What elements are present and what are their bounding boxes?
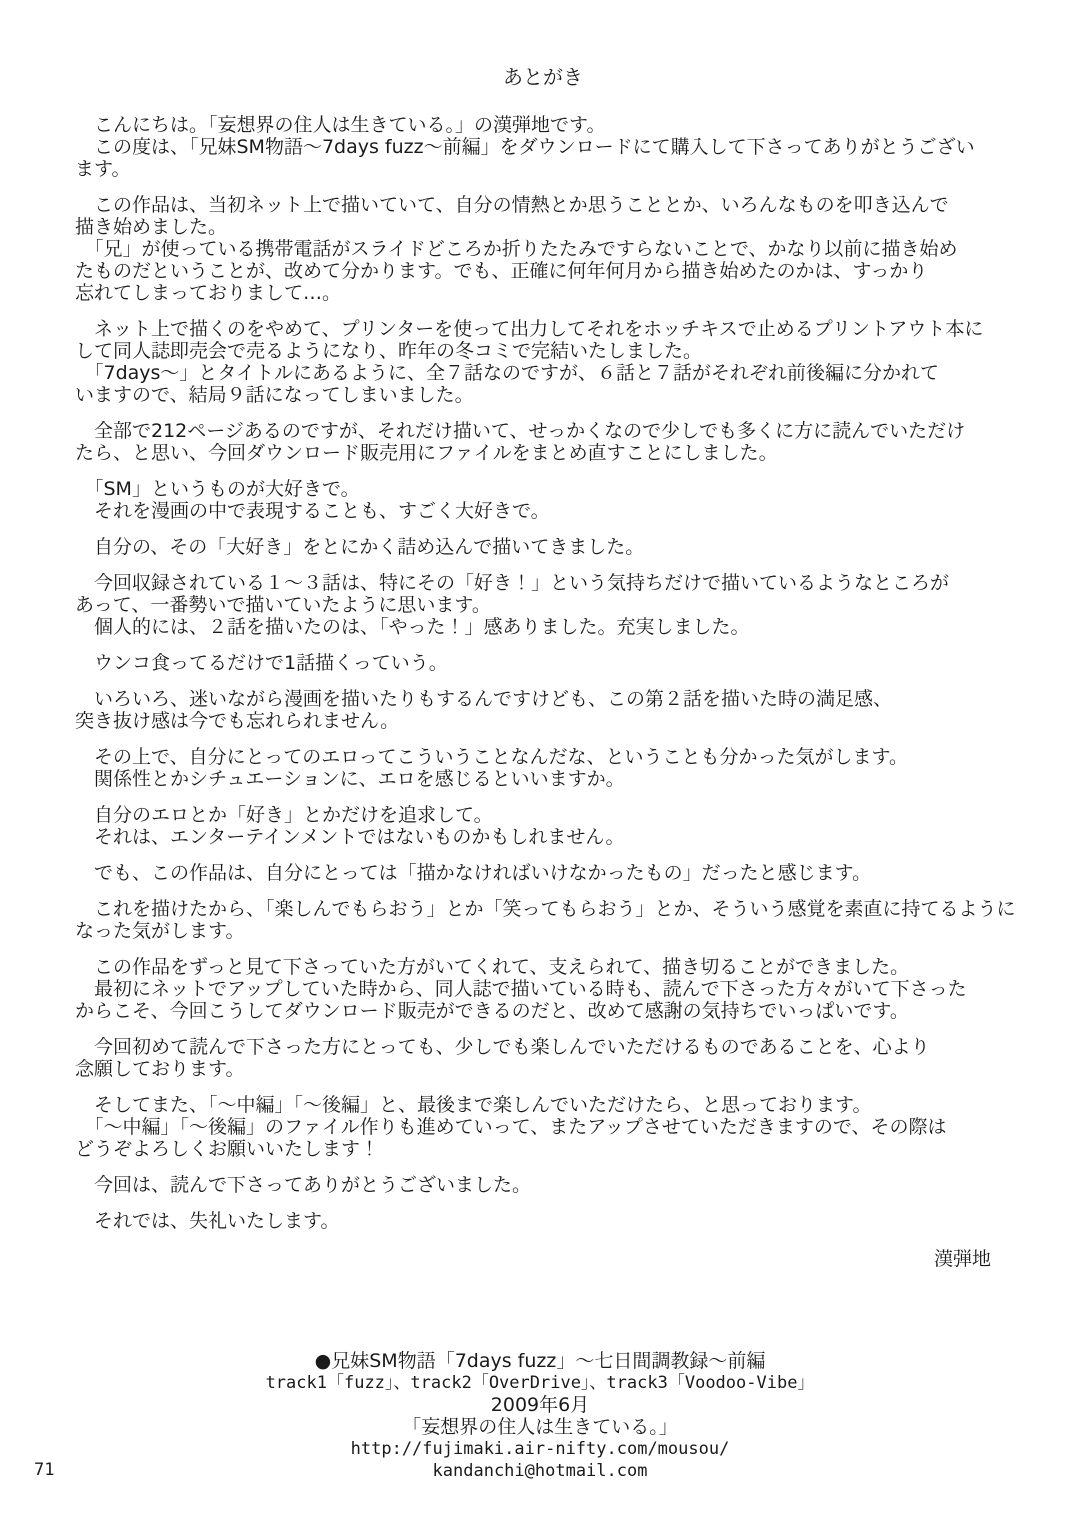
text-line: あって、一番勢いで描いていたように思います。 <box>75 594 491 616</box>
paragraph <box>75 114 1011 180</box>
text-line: でも、この作品は、自分にとっては「描かなければいけなかったもの」だったと感じます。 <box>75 862 872 884</box>
text-line: 「7days～」とタイトルにあるように、全７話なのですが、６話と７話がそれぞれ前後編に分かれて <box>75 362 940 384</box>
text-line: 「SM」というものが大好きで。 <box>75 478 360 500</box>
colophon-line: 「妄想界の住人は生きている。」 <box>402 1416 678 1438</box>
colophon-line: kandanchi@hotmail.com <box>432 1461 648 1481</box>
text-line: からこそ、今回こうしてダウンロード販売ができるのだと、改めて感謝の気持ちでいっぱいです。 <box>75 1000 909 1022</box>
text-line: 関係性とかシチュエーションに、エロを感じるといいますか。 <box>75 768 625 790</box>
text-line: ウンコ食ってるだけで1話描くっていう。 <box>75 652 448 674</box>
colophon-line: http://fujimaki.air-nifty.com/mousou/ <box>350 1439 730 1459</box>
text-line: 全部で212ページあるのですが、それだけ描いて、せっかくなので少しでも多くに方に読んでいただけ <box>75 420 966 442</box>
text-line: 突き抜け感は今でも忘れられません。 <box>75 710 400 732</box>
paragraph <box>75 1174 1011 1196</box>
text-line: なった気がします。 <box>75 920 245 942</box>
afterword-title: あとがき <box>503 65 583 89</box>
paragraph <box>75 688 1011 732</box>
paragraph <box>75 420 1011 464</box>
text-line: 忘れてしまっておりまして…。 <box>75 282 342 304</box>
text-line: この作品をずっと見て下さっていた方がいてくれて、支えられて、描き切ることができました。 <box>75 956 910 978</box>
text-line: いろいろ、迷いながら漫画を描いたりもするんですけども、この第２話を描いた時の満足感、 <box>75 688 893 710</box>
text-line: ます。 <box>75 158 131 180</box>
colophon-line: ●兄妹SM物語「7days fuzz」～七日間調教録～前編 <box>314 1350 766 1372</box>
text-line: 念願しております。 <box>75 1058 245 1080</box>
text-line: その上で、自分にとってのエロってこういうことなんだな、ということも分かった気がします。 <box>75 746 908 768</box>
text-line: それは、エンターテインメントではないものかもしれません。 <box>75 826 625 848</box>
paragraph <box>75 652 1011 674</box>
paragraph <box>75 956 1011 1022</box>
paragraph <box>75 1210 1011 1232</box>
author-signature: 漢弾地 <box>933 1248 991 1270</box>
text-line: そしてまた、「～中編」「～後編」と、最後まで楽しんでいただけたら、と思っております。 <box>75 1094 872 1116</box>
paragraph <box>75 862 1011 884</box>
colophon-line: 2009年6月 <box>490 1394 590 1416</box>
text-line: それでは、失礼いたします。 <box>75 1210 340 1232</box>
paragraph <box>75 536 1011 558</box>
paragraph <box>75 318 1011 406</box>
text-line: 今回初めて読んで下さった方にとっても、少しでも楽しんでいただけるものであることを、心より <box>75 1036 930 1058</box>
text-line: 今回は、読んで下さってありがとうございました。 <box>75 1174 532 1196</box>
text-line: いますので、結局９話になってしまいました。 <box>75 384 474 406</box>
text-line: たら、と思い、今回ダウンロード販売用にファイルをまとめ直すことにしました。 <box>75 442 778 464</box>
colophon-line: track1「fuzz」、track2「OverDrive」、track3「Voodoo-Vibe」 <box>265 1373 815 1393</box>
afterword-content <box>75 65 1016 1270</box>
text-line: 個人的には、２話を描いたのは、「やった！」感ありました。充実しました。 <box>75 616 750 638</box>
text-line: 自分のエロとか「好き」とかだけを追求して。 <box>75 804 493 826</box>
text-line: 描き始めました。 <box>75 216 228 238</box>
text-line: 自分の、その「大好き」をとにかく詰め込んで描いてきました。 <box>75 536 645 558</box>
text-line: これを描けたから、「楽しんでもらおう」とか「笑ってもらおう」とか、そういう感覚を素直に持てるように <box>75 898 1016 920</box>
paragraph <box>75 1094 1011 1160</box>
paragraph <box>75 804 1011 848</box>
text-line: して同人誌即売会で売るようになり、昨年の冬コミで完結いたしました。 <box>75 340 703 362</box>
text-line: どうぞよろしくお願いいたします！ <box>75 1138 380 1160</box>
page-number: 71 <box>34 1460 55 1480</box>
paragraph <box>75 746 1011 790</box>
text-line: こんにちは。「妄想界の住人は生きている。」の漢弾地です。 <box>75 114 606 136</box>
paragraph <box>75 478 1011 522</box>
paragraph <box>75 194 1011 304</box>
body-text <box>75 114 1016 1232</box>
text-line: この度は、「兄妹SM物語～7days fuzz～前編」をダウンロードにて購入して下さってありがとうござい <box>75 136 975 158</box>
text-line: 最初にネットでアップしていた時から、同人誌で描いている時も、読んで下さった方々がいて下さった <box>75 978 967 1000</box>
text-line: 「～中編」「～後編」のファイル作りも進めていって、またアップさせていただきますので、その際は <box>75 1116 947 1138</box>
paragraph <box>75 898 1016 942</box>
paragraph <box>75 1036 1011 1080</box>
text-line: それを漫画の中で表現することも、すごく大好きで。 <box>75 500 550 522</box>
text-line: ネット上で描くのをやめて、プリンターを使って出力してそれをホッチキスで止めるプリントアウト本に <box>75 318 984 340</box>
colophon <box>0 1350 1080 1482</box>
text-line: 「兄」が使っている携帯電話がスライドどころか折りたたみですらないことで、かなり以前に描き始め <box>75 238 958 260</box>
text-line: この作品は、当初ネット上で描いていて、自分の情熱とか思うこととか、いろんなものを叩き込んで <box>75 194 949 216</box>
text-line: 今回収録されている１～３話は、特にその「好き！」という気持ちだけで描いているようなところが <box>75 572 950 594</box>
text-line: たものだということが、改めて分かります。でも、正確に何年何月から描き始めたのかは、すっかり <box>75 260 928 282</box>
paragraph <box>75 572 1011 638</box>
